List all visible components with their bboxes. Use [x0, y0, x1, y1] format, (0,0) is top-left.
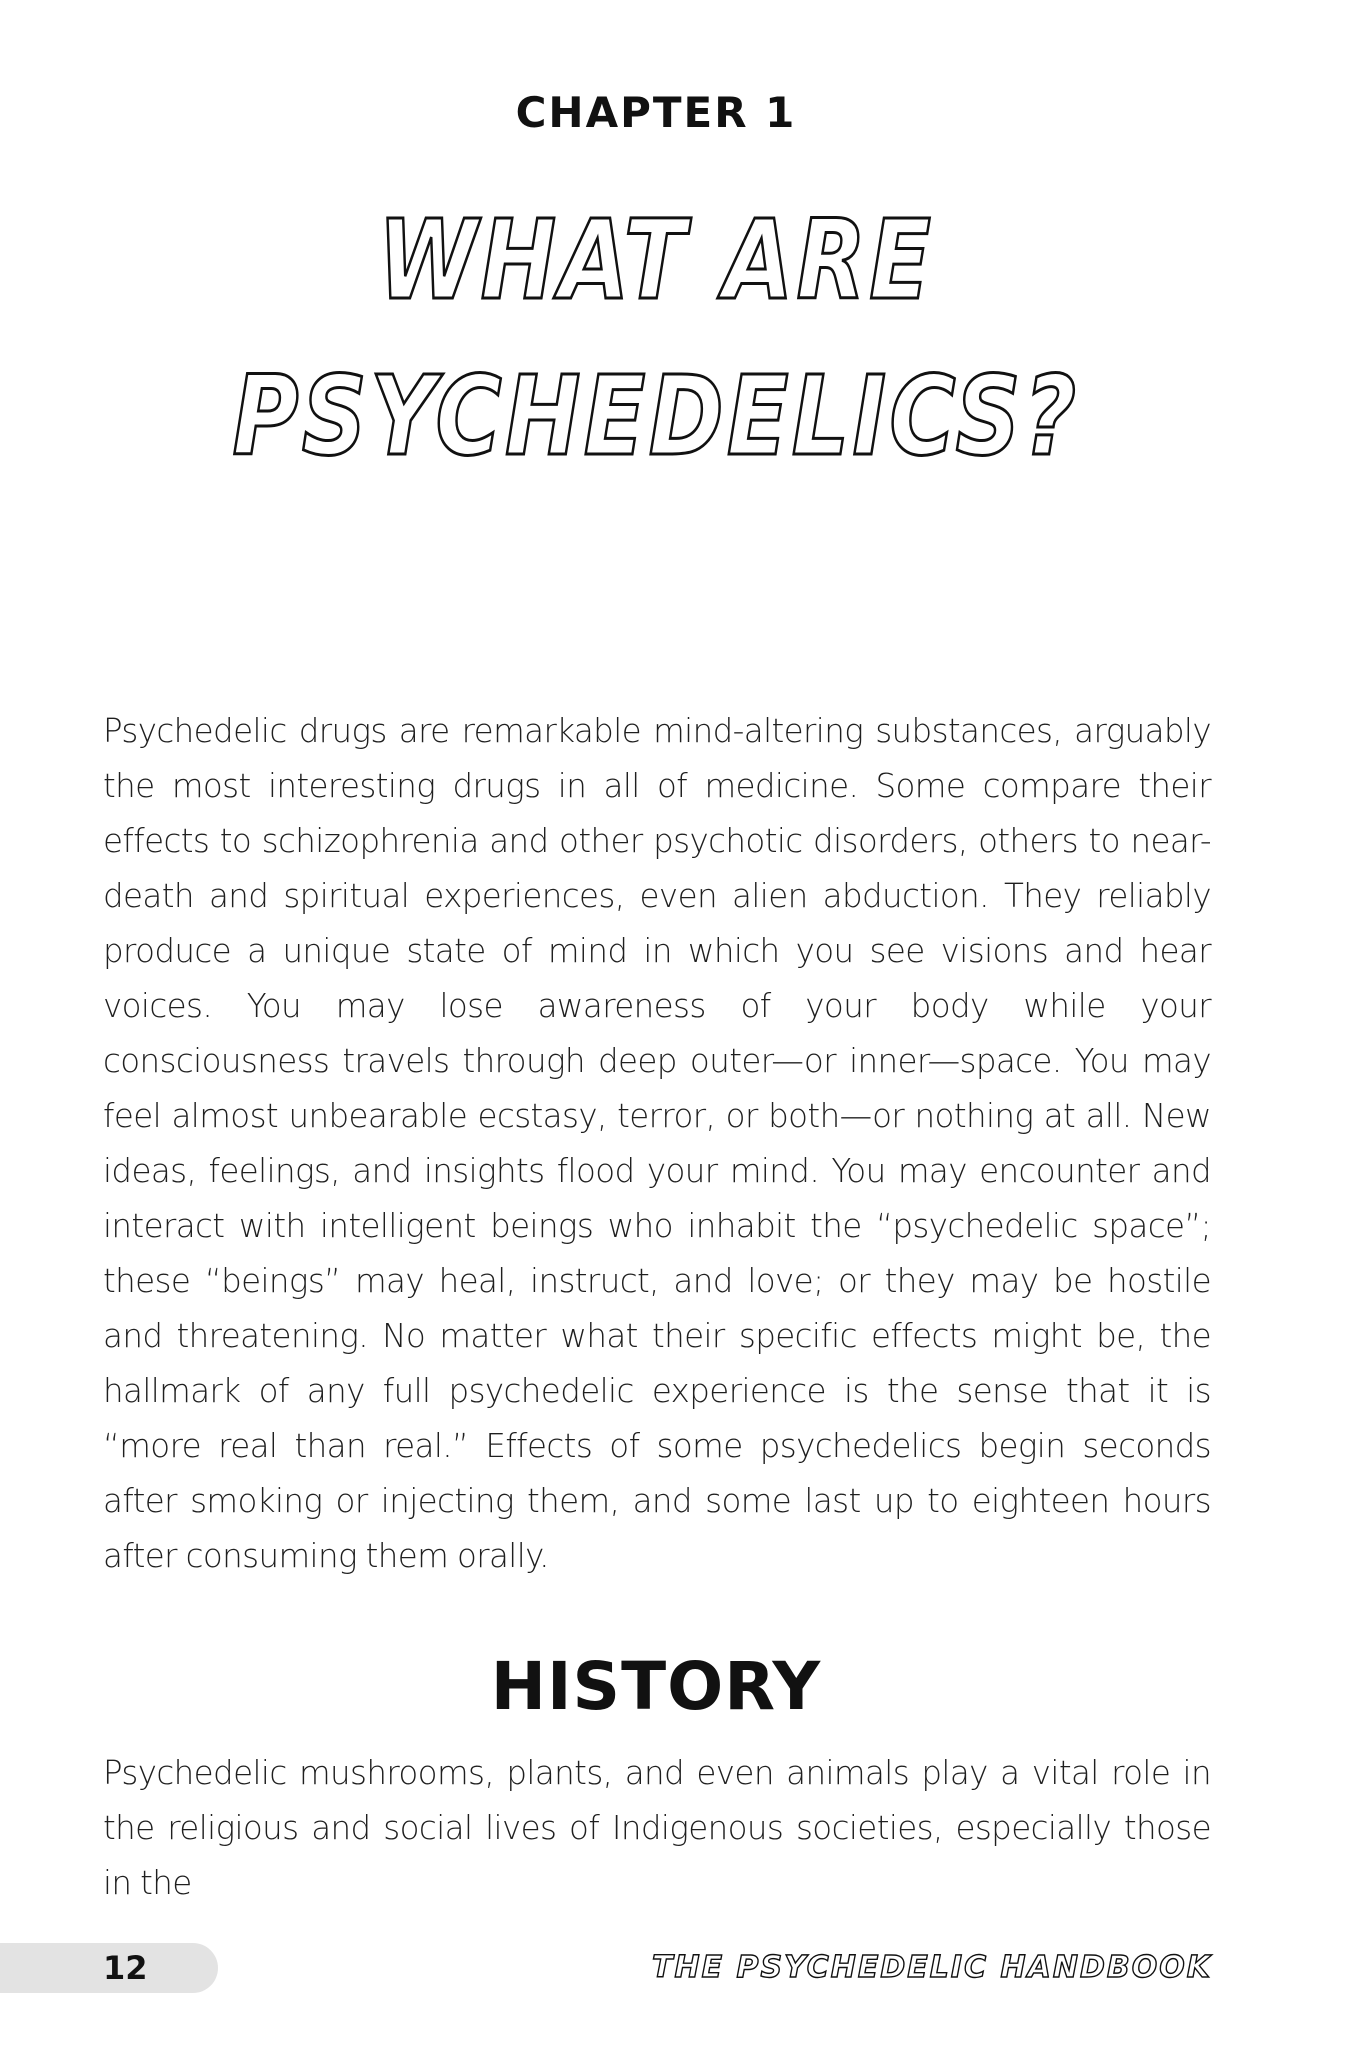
intro-paragraph: Psychedelic drugs are remarkable mind-altering substances, arguably the most interesting drugs in all of medicine. Some compare their effects to schizophrenia and other psychotic disorders, others to near-death and spiritual experiences, even alien abduction. They reliably produce a unique state of mind in which you see visions and hear voices. You may lose awareness of your body while your consciousness travels through deep outer—or inner—space. You may feel almost unbearable ecstasy, terror, or both—or nothing at all. New ideas, feelings, and insights flood your mind. You may encounter and interact with intelligent beings who inhabit the “psychedelic space”; these “beings” may heal, instruct, and love; or they may be hostile and threatening. No matter what their specific effects might be, the hallmark of any full psychedelic experience is the sense that it is “more real than real.” Effects of some psychedelics begin seconds after smoking or injecting them, and some last up to eighteen hours after consuming them orally.	[103, 712, 1211, 1575]
chapter-title-line-1: WHAT ARE	[377, 196, 935, 324]
chapter-title-line-2: PSYCHEDELICS?	[232, 352, 1080, 480]
chapter-label: CHAPTER 1	[515, 88, 797, 137]
history-paragraph: Psychedelic mushrooms, plants, and even animals play a vital role in the religious and social lives of Indigenous societies, especially those in the	[103, 1754, 1211, 1902]
section-heading-history: HISTORY	[490, 1648, 822, 1725]
page-number: 12	[103, 1949, 148, 1987]
running-title: THE PSYCHEDELIC HANDBOOK	[652, 1950, 1212, 1985]
